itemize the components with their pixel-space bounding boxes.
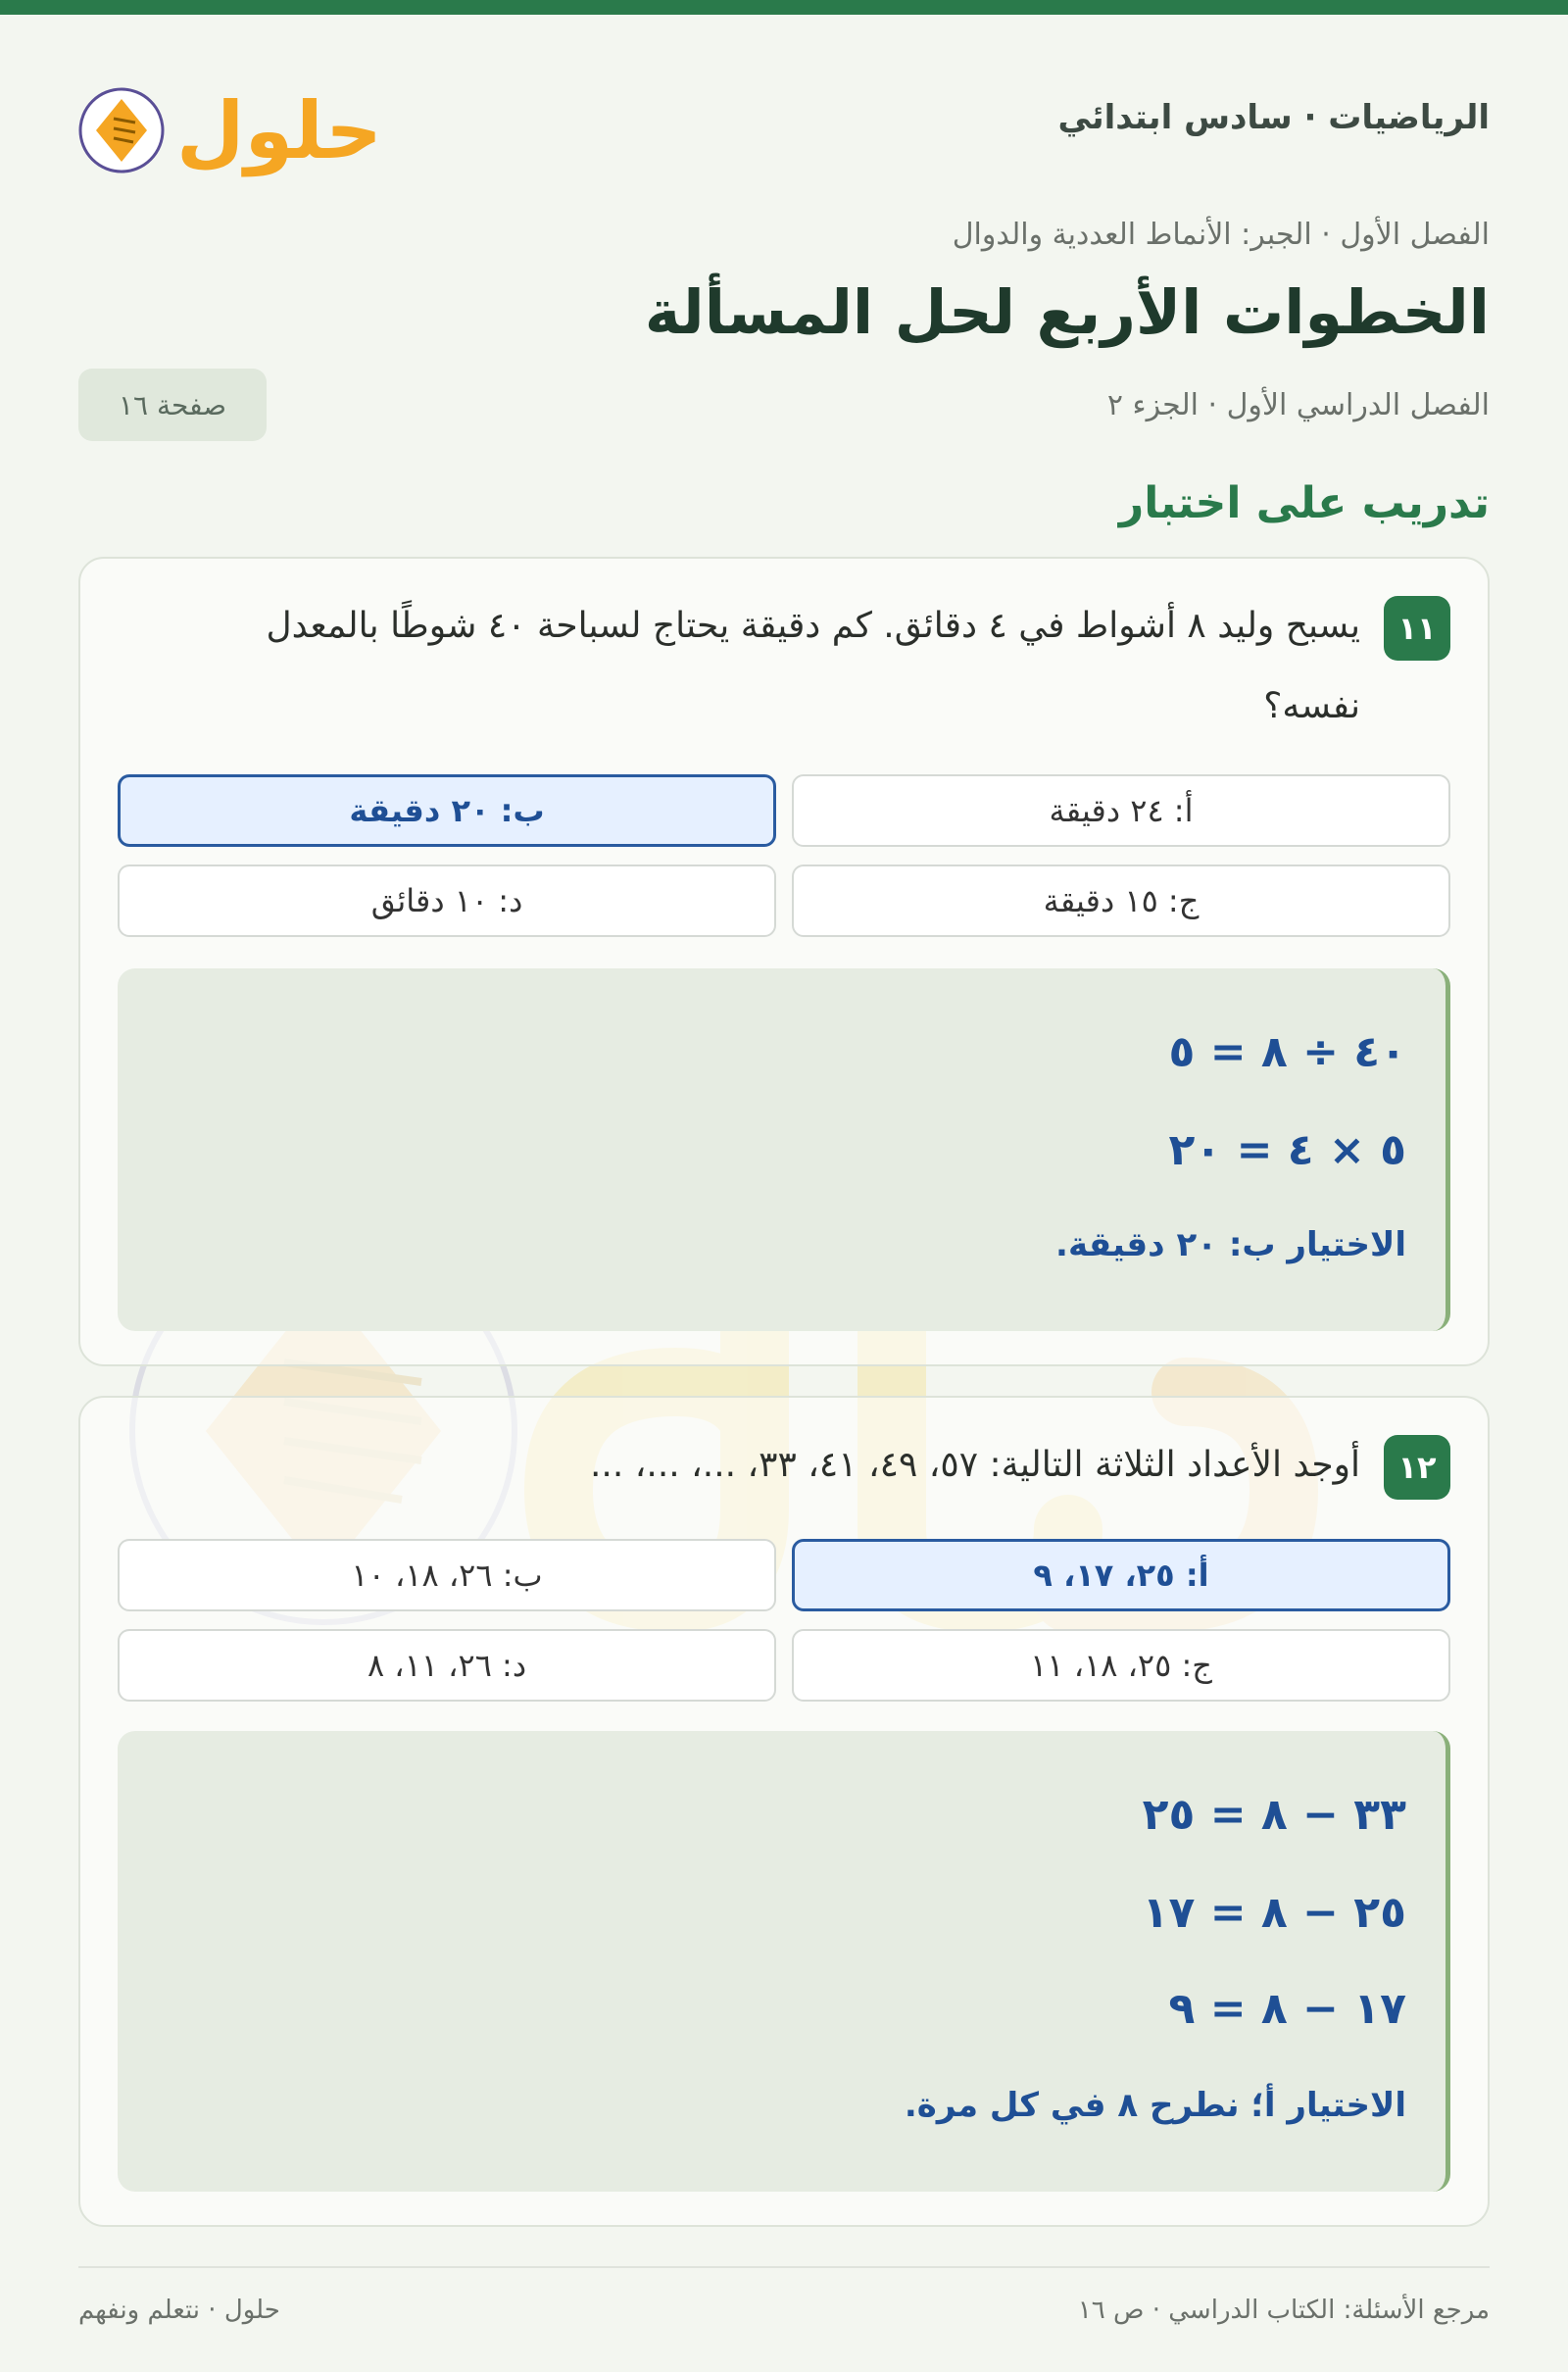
- solution-box: [118, 968, 1450, 1331]
- subject-label: الرياضيات · سادس ابتدائي: [1057, 98, 1490, 137]
- solution-step-1: ٣٣ − ٨ = ٢٥: [1142, 1790, 1406, 1840]
- option-b[interactable]: ب: ٢٦، ١٨، ١٠: [118, 1539, 776, 1611]
- page-number-badge: صفحة ١٦: [78, 369, 267, 441]
- question-number-badge: ١١: [1384, 596, 1450, 661]
- brand-logo: [78, 64, 382, 181]
- option-d[interactable]: د: ١٠ دقائق: [118, 865, 776, 937]
- solution-conclusion: الاختيار ب: ٢٠ دقيقة.: [1055, 1225, 1406, 1264]
- option-a[interactable]: أ: ٢٤ دقيقة: [792, 774, 1450, 847]
- section-title: تدريب على اختبار: [1118, 478, 1490, 528]
- page-header: [78, 59, 1490, 186]
- solution-conclusion: الاختيار أ؛ نطرح ٨ في كل مرة.: [904, 2086, 1406, 2125]
- solution-step-3: ١٧ − ٨ = ٩: [1168, 1984, 1406, 2034]
- option-c[interactable]: ج: ٢٥، ١٨، ١١: [792, 1629, 1450, 1702]
- solution-box: [118, 1731, 1450, 2192]
- option-b-correct[interactable]: ب: ٢٠ دقيقة: [118, 774, 776, 847]
- question-card-11: [78, 557, 1490, 1366]
- question-text: يسبح وليد ٨ أشواط في ٤ دقائق. كم دقيقة يحتاج لسباحة ٤٠ شوطًا بالمعدل نفسه؟: [266, 606, 1360, 726]
- semester-label: الفصل الدراسي الأول · الجزء ٢: [1106, 388, 1490, 422]
- page-title: الخطوات الأربع لحل المسألة: [644, 276, 1490, 348]
- footer-divider: [78, 2266, 1490, 2268]
- question-text: أوجد الأعداد الثلاثة التالية: ٥٧، ٤٩، ٤١، ٣٣، ...، ...، ...: [589, 1445, 1360, 1485]
- solution-step-2: ٥ × ٤ = ٢٠: [1168, 1125, 1406, 1175]
- option-a-correct[interactable]: أ: ٢٥، ١٧، ٩: [792, 1539, 1450, 1611]
- question-number-badge: ١٢: [1384, 1435, 1450, 1500]
- solution-step-1: ٤٠ ÷ ٨ = ٥: [1168, 1027, 1406, 1077]
- solution-step-2: ٢٥ − ٨ = ١٧: [1142, 1888, 1406, 1938]
- option-c[interactable]: ج: ١٥ دقيقة: [792, 865, 1450, 937]
- footer-reference: مرجع الأسئلة: الكتاب الدراسي · ص ١٦: [1077, 2296, 1490, 2325]
- chapter-label: الفصل الأول · الجبر: الأنماط العددية والدوال: [952, 218, 1490, 252]
- question-card-12: [78, 1396, 1490, 2227]
- footer-brand: حلول · نتعلم ونفهم: [78, 2296, 280, 2325]
- logo-wordmark: حلول: [176, 85, 382, 176]
- top-accent-bar: [0, 0, 1568, 15]
- option-d[interactable]: د: ٢٦، ١١، ٨: [118, 1629, 776, 1702]
